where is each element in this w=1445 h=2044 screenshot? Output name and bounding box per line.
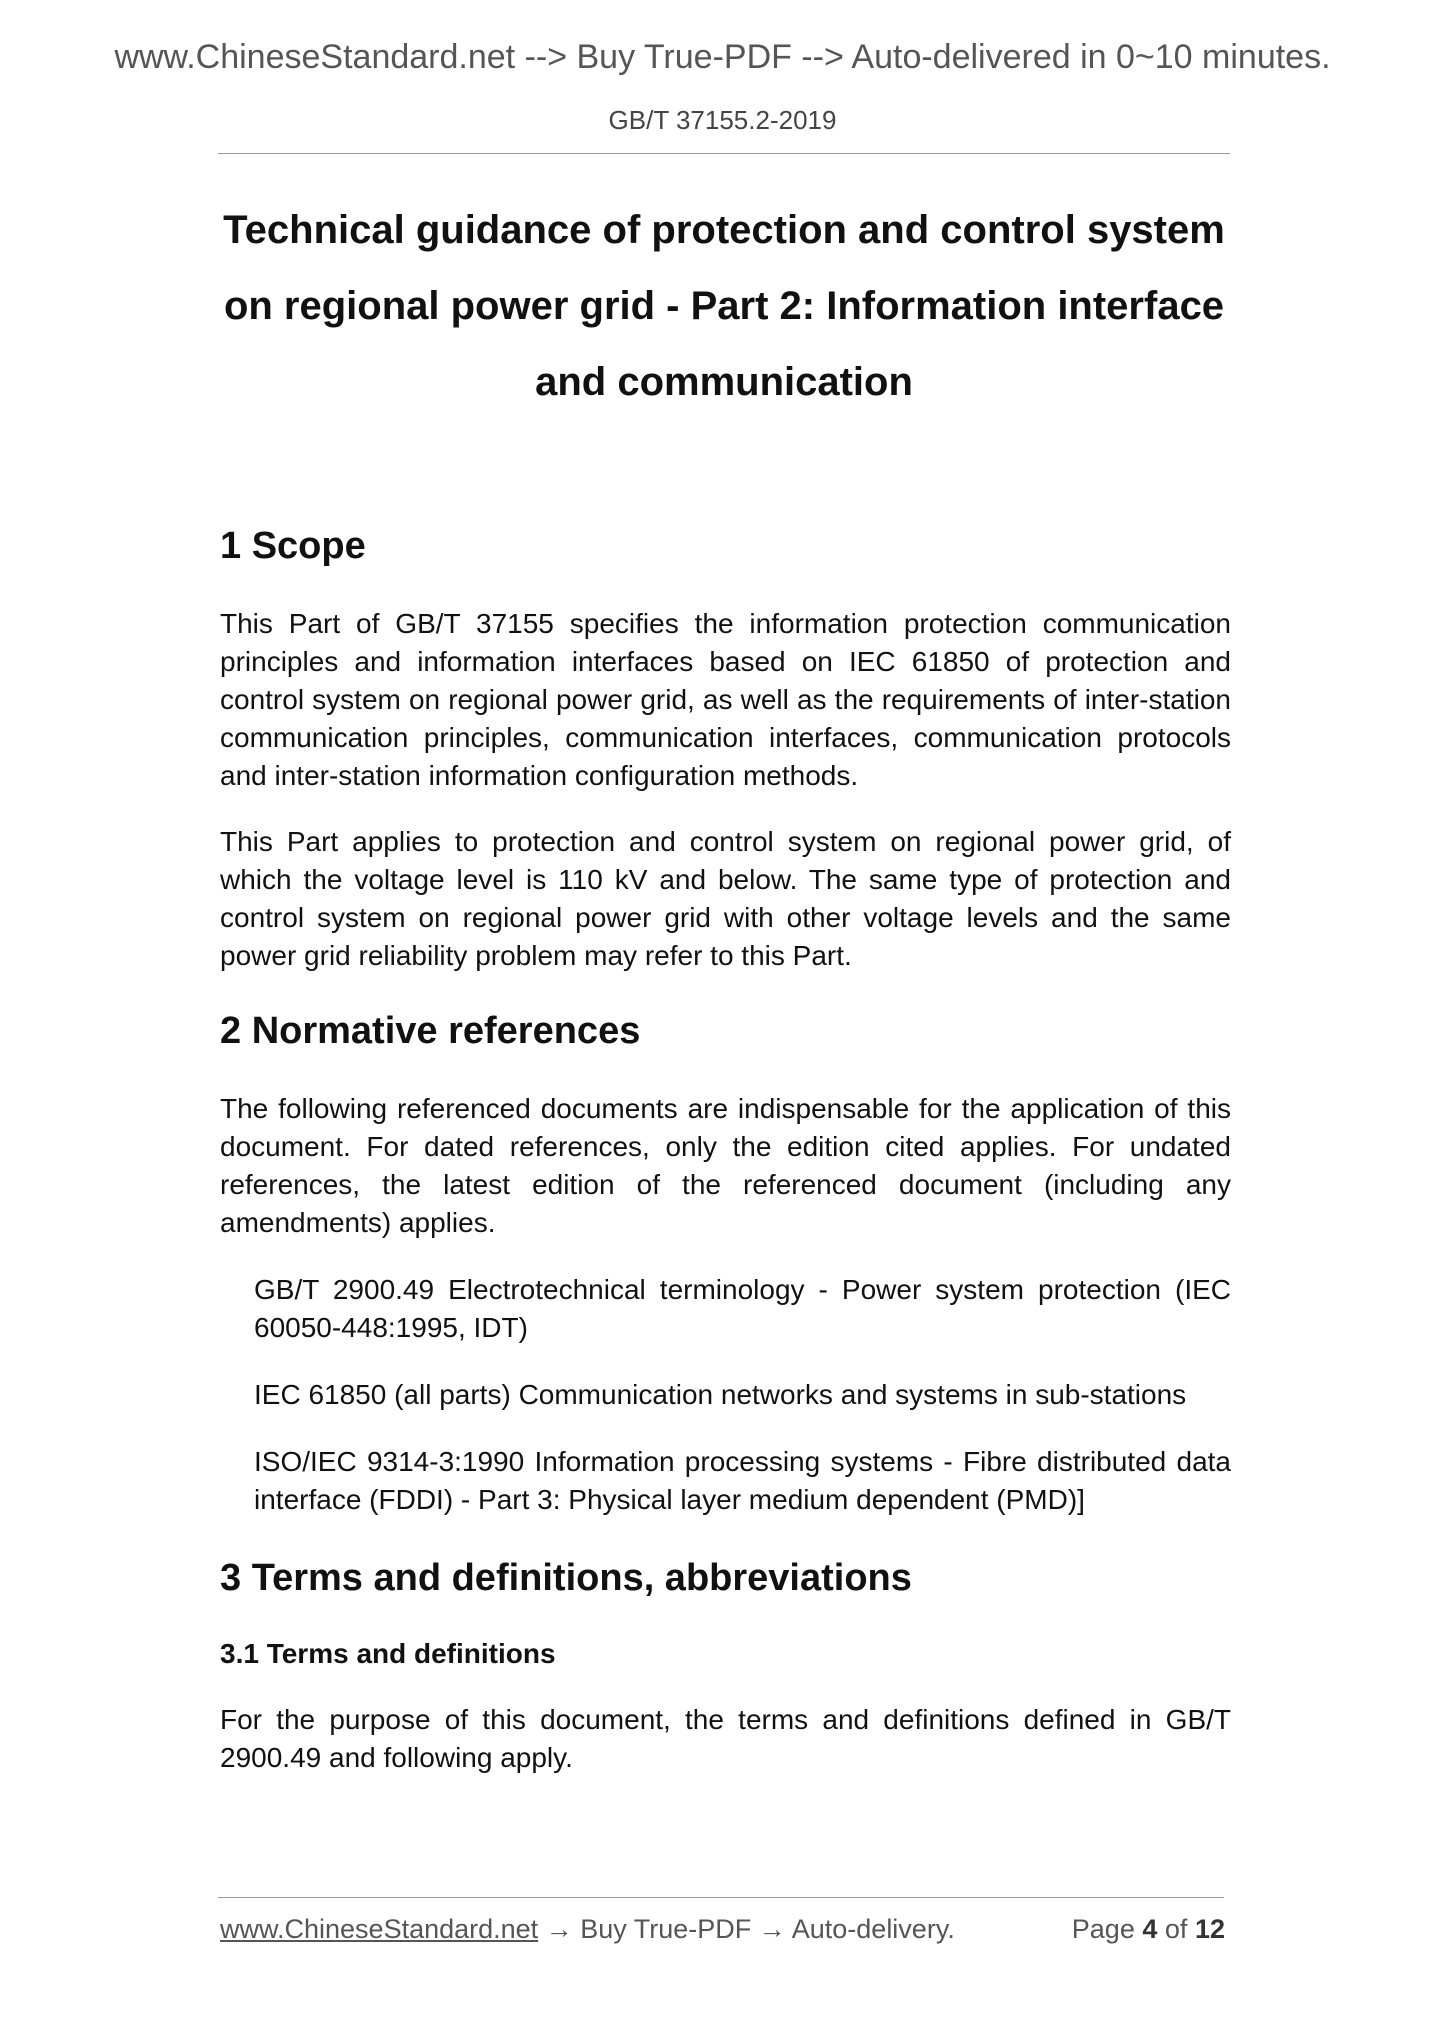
of-label: of (1164, 1914, 1188, 1944)
reference-item: ISO/IEC 9314-3:1990 Information processing systems - Fibre distributed data interface (FDDI) - Part 3: Physical layer medium dependent (PMD)] (254, 1446, 1231, 1515)
page-number (1072, 1914, 1225, 1945)
total-pages: 12 (1194, 1914, 1225, 1944)
title-line-1: Technical guidance of protection and control system (223, 208, 1225, 252)
scope-paragraph-1: This Part of GB/T 37155 specifies the information protection communication principles and information interfaces based on IEC 61850 of protection and control system on regional power grid, as well as the requirements of inter-station communication principles, communication interfaces, communication protocols and inter-station information configuration methods. (220, 608, 1231, 791)
normative-references-paragraph: The following referenced documents are indispensable for the application of this document. For dated references, only the edition cited applies. For undated references, the latest edition of the referenced document (including any amendments) applies. (220, 1093, 1231, 1238)
scope-paragraph-2: This Part applies to protection and control system on regional power grid, of which the voltage level is 110 kV and below. The same type of protection and control system on regional power grid with other voltage levels and the same power grid reliability problem may refer to this Part. (220, 826, 1231, 971)
reference-item: GB/T 2900.49 Electrotechnical terminology - Power system protection (IEC 60050-448:1995, IDT) (254, 1274, 1231, 1343)
title-line-2: on regional power grid - Part 2: Information interface (223, 284, 1225, 328)
reference-item: IEC 61850 (all parts) Communication networks and systems in sub-stations (254, 1379, 1187, 1410)
section-heading-scope: 1 Scope (220, 525, 366, 567)
current-page: 4 (1142, 1914, 1158, 1944)
title-line-3: and communication (535, 360, 913, 404)
document-id: GB/T 37155.2-2019 (608, 105, 837, 135)
subsection-heading-terms-definitions: 3.1 Terms and definitions (220, 1638, 556, 1669)
page-footer (220, 1914, 1225, 1950)
header-divider (218, 153, 1230, 154)
footer-purchase-note (220, 1914, 955, 1945)
footer-divider (218, 1897, 1224, 1898)
footer-site-link[interactable]: www.ChineseStandard.net (220, 1914, 539, 1944)
footer-delivery-text: → Buy True-PDF → Auto-delivery. (538, 1914, 955, 1944)
page-title (218, 192, 1230, 420)
section-heading-normative-references: 2 Normative references (220, 1010, 641, 1052)
terms-paragraph: For the purpose of this document, the terms and definitions defined in GB/T 2900.49 and following apply. (220, 1704, 1231, 1773)
section-heading-terms: 3 Terms and definitions, abbreviations (220, 1557, 912, 1599)
page-label: Page (1071, 1914, 1135, 1944)
download-banner: www.ChineseStandard.net --> Buy True-PDF --> Auto-delivered in 0~10 minutes. (114, 38, 1331, 76)
document-body (220, 522, 1231, 1777)
